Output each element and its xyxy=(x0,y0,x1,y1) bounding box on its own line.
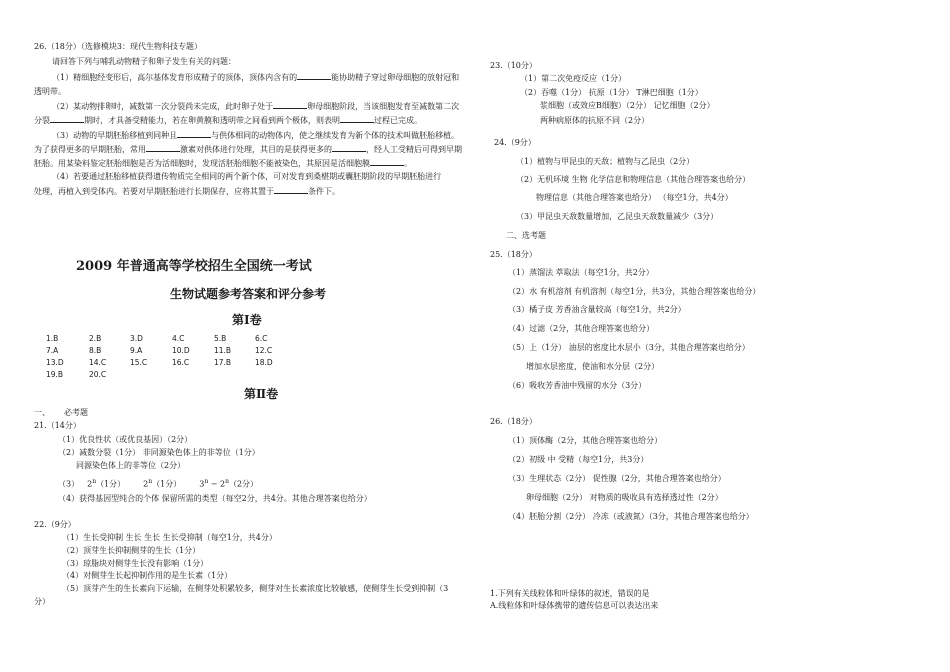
section-1-heading: 必考题 xyxy=(64,408,88,417)
q22-a5: （5）顶芽产生的生长素向下运输，在侧芽处积累较多，侧芽对生长素浓度比较敏感，使侧芽生长受到抑制（3 xyxy=(62,584,449,593)
q21-a1: （1）优良性状（或优良基因）（2分） xyxy=(58,435,193,444)
answer-blank[interactable] xyxy=(146,144,180,152)
mc-answer: 20.C xyxy=(89,370,107,379)
q23-a2c: 两种病原体的抗原不同（2分） xyxy=(540,116,650,125)
q21-a3: （3） 2$^n$（1分） 2$^n$（1分） $3^n - 2^n(2$分） xyxy=(58,478,259,489)
q22-a1: （1）生长受抑制 生长 生长 生长受抑制（每空1分，共4分） xyxy=(62,533,277,542)
q25-a2: （2）水 有机溶剂 有机溶剂（每空1分，共3分，其他合理答案也给分） xyxy=(508,287,761,296)
q25-a5b: 增加水层密度，使油和水分层（2分） xyxy=(526,362,660,371)
exam-title: 2009 年普通高等学校招生全国统一考试 xyxy=(76,259,312,274)
q26-intro: 请回答下列与哺乳动物精子和卵子发生有关的问题： xyxy=(52,57,236,66)
q25-head: 25.（18分） xyxy=(490,250,537,259)
mc-answer: 4.C xyxy=(172,334,185,343)
q26-part1-cont: 透明带。 xyxy=(34,87,66,96)
answer-blank[interactable] xyxy=(274,186,308,194)
q26-answer-head: 26.（18分） xyxy=(490,417,537,426)
q23-a2: （2）吞噬（1分） 抗原（1分） T淋巴细胞（1分） xyxy=(520,88,703,97)
q25-a5: （5）上（1分） 油层的密度比水层小（3分，其他合理答案也给分） xyxy=(508,343,750,352)
mc-answer: 17.B xyxy=(214,358,232,367)
q24-head: 24.（9分） xyxy=(494,138,536,147)
answer-blank[interactable] xyxy=(177,130,211,138)
q22-a5b: 分） xyxy=(34,597,50,606)
q26-answer-a3: （3）生理状态（2分） 促性腺（2分，其他合理答案也给分） xyxy=(508,474,726,483)
mc-answer: 15.C xyxy=(130,358,148,367)
mc-answer: 10.D xyxy=(172,346,190,355)
mc-answer: 2.B xyxy=(89,334,102,343)
answer-blank[interactable] xyxy=(332,144,366,152)
q24-a2: （2）无机环境 生物 化学信息和物理信息（其他合理答案也给分） xyxy=(516,175,751,184)
extra-option-a: A.线粒体和叶绿体携带的遗传信息可以表达出来 xyxy=(490,601,659,610)
q26-answer-a2: （2）初级 中 受精（每空1分，共3分） xyxy=(508,455,649,464)
answer-key-title: 生物试题参考答案和评分参考 xyxy=(170,287,327,301)
mc-answer: 7.A xyxy=(46,346,59,355)
q21-a2b: 同源染色体上的非等位（2分） xyxy=(76,461,186,470)
q22-a4: （4）对侧芽生长起抑制作用的是生长素（1分） xyxy=(62,571,233,580)
q21-head: 21.（14分） xyxy=(34,421,81,430)
answer-blank[interactable] xyxy=(297,72,331,80)
q22-a2: （2）顶芽生长抑制侧芽的生长（1分） xyxy=(62,546,201,555)
volume-2-heading: 第Ⅱ卷 xyxy=(244,387,279,401)
q26-part3-cont2: 胚胎。用某染料鉴定胚胎细胞是否为活细胞时，发现活胚胎细胞不能被染色，其原因是活细胞膜 。 xyxy=(34,159,412,168)
answer-blank[interactable] xyxy=(340,115,374,123)
answer-blank[interactable] xyxy=(50,115,84,123)
mc-answer: 18.D xyxy=(255,358,273,367)
mc-answer: 8.B xyxy=(89,346,102,355)
q24-a1: （1）植物与甲昆虫的天敌；植物与乙昆虫（2分） xyxy=(516,157,695,166)
q26-part4-cont: 处理，再植入到受体内。若要对早期胚胎进行长期保存，应将其置于 条件下。 xyxy=(34,187,340,196)
mc-answer: 3.D xyxy=(130,334,143,343)
q26-answer-a4: （4）胚胎分割（2分） 冷冻（或液氮）（3分，其他合理答案也给分） xyxy=(508,512,754,521)
volume-1-heading: 第Ⅰ卷 xyxy=(232,313,262,327)
q26-part4: （4）若要通过胚胎移植获得遗传物质完全相同的两个新个体，可对发育到桑椹期或囊胚期阶段的早期胚胎进行 xyxy=(52,172,442,181)
q24-a3: （3）甲昆虫天敌数量增加，乙昆虫天敌数量减少（3分） xyxy=(516,212,719,221)
q23-a1: （1）第二次免疫反应（1分） xyxy=(520,74,627,83)
mc-answer: 16.C xyxy=(172,358,190,367)
q26-part1: （1）精细胞经变形后，高尔基体发育形成精子的顶体，顶体内含有的 能协助精子穿过卵母细胞的放射冠和 xyxy=(52,73,460,82)
q24-a2b: 物理信息（其他合理答案也给分） （每空1分，共4分） xyxy=(536,193,733,202)
section-2-heading: 二、选考题 xyxy=(506,231,546,240)
q25-a3: （3）橘子皮 芳香油含量较高（每空1分，共2分） xyxy=(508,305,686,314)
q23-head: 23.（10分） xyxy=(490,61,537,70)
q25-a1: （1）蒸馏法 萃取法（每空1分，共2分） xyxy=(508,268,654,277)
mc-answer: 5.B xyxy=(214,334,227,343)
mc-answer: 19.B xyxy=(46,370,64,379)
extra-question: 1.下列有关线粒体和叶绿体的叙述，错误的是 xyxy=(490,589,650,598)
q26-part2: （2）某动物排卵时，减数第一次分裂尚未完成，此时卵子处于 卵母细胞阶段，当该细胞发育至减数第二次 xyxy=(52,102,460,111)
q26-part2-cont: 分裂 期时，才具备受精能力，若在卵黄膜和透明带之间看到两个极体，则表明 过程已完成。 xyxy=(34,116,422,125)
mc-answer: 14.C xyxy=(89,358,107,367)
q26-answer-a1: （1）顶体酶（2分，其他合理答案也给分） xyxy=(508,436,663,445)
q26-part3-cont: 为了获得更多的早期胚胎，常用 激素对供体进行处理，其目的是获得更多的 ，经人工受精后可得到早期 xyxy=(34,145,462,154)
q22-a3: （3）琼脂块对侧芽生长没有影响（1分） xyxy=(62,559,209,568)
q26-answer-a3b: 卵母细胞（2分） 对物质的吸收具有选择透过性（2分） xyxy=(526,493,723,502)
q25-a6: （6）吸收芳香油中残留的水分（3分） xyxy=(508,381,647,390)
q21-a2: （2）减数分裂（1分） 非同源染色体上的非等位（1分） xyxy=(58,448,260,457)
answer-blank[interactable] xyxy=(273,101,307,109)
mc-answer: 13.D xyxy=(46,358,64,367)
q21-a4: （4）获得基因型纯合的个体 保留所需的类型（每空2分，共4分。其他合理答案也给分） xyxy=(58,494,372,503)
mc-answer: 12.C xyxy=(255,346,273,355)
q25-a4: （4）过滤（2分，其他合理答案也给分） xyxy=(508,324,655,333)
mc-answer: 6.C xyxy=(255,334,268,343)
answer-blank[interactable] xyxy=(370,158,404,166)
mc-answer: 1.B xyxy=(46,334,59,343)
q23-a2b: 浆细胞（或效应B细胞）（2分） 记忆细胞（2分） xyxy=(540,101,715,110)
q26-part3: （3）动物的早期胚胎移植到同种且 与供体相同的动物体内，使之继续发育为新个体的技术叫做胚胎移植。 xyxy=(52,131,460,140)
q26-title: 26.（18分）（选修模块3：现代生物科技专题） xyxy=(34,42,202,51)
mc-answer: 9.A xyxy=(130,346,143,355)
section-1-number: 一、 xyxy=(34,408,50,417)
mc-answer: 11.B xyxy=(214,346,232,355)
q22-head: 22.（9分） xyxy=(34,520,76,529)
